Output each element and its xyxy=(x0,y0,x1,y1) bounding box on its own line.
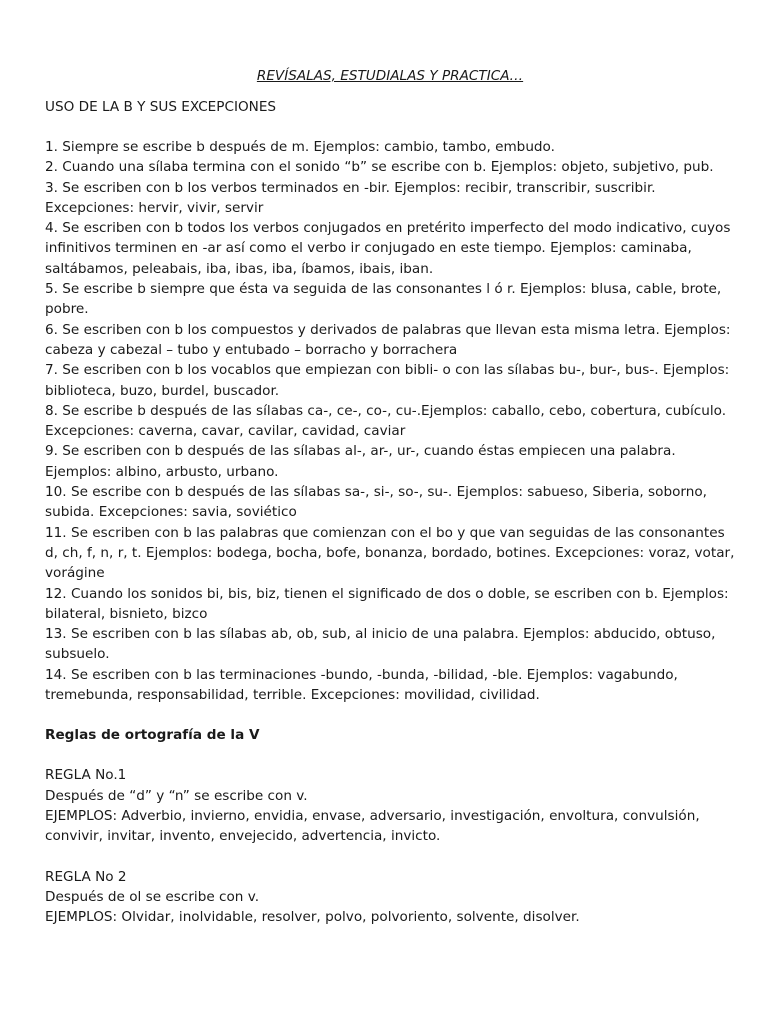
rule-item: 13. Se escriben con b las sílabas ab, ob, sub, al inicio de una palabra. Ejemplos: abducido, obtuso, subsuelo. xyxy=(45,626,716,663)
rule-item: 14. Se escriben con b las terminaciones -bundo, -bunda, -bilidad, -ble. Ejemplos: vagabundo, tremebunda, responsabilidad, terrible. Excepciones: movilidad, civilidad. xyxy=(45,666,678,704)
rule-label: REGLA No.1 xyxy=(45,767,127,784)
rule-item: 12. Cuando los sonidos bi, bis, biz, tienen el significado de dos o doble, se escriben con b. Ejemplos: bilateral, bisnieto, bizco xyxy=(45,585,729,622)
section-b-rules xyxy=(45,137,735,705)
rule-item: 8. Se escribe b después de las sílabas ca-, ce-, co-, cu-.Ejemplos: caballo, cebo, cobertura, cubículo. Excepciones: caverna, cavar, cavilar, cavidad, caviar xyxy=(45,402,727,440)
rule-examples: EJEMPLOS: Adverbio, invierno, envidia, envase, adversario, investigación, envoltura, convulsión, convivir, invitar, invento, envejecido, advertencia, invicto. xyxy=(45,807,700,845)
document-title: REVÍSALAS, ESTUDIALAS Y PRACTICA… xyxy=(256,68,524,84)
rule-statement: Después de “d” y “n” se escribe con v. xyxy=(45,787,308,804)
rule-item: 7. Se escriben con b los vocablos que empiezan con bibli- o con las sílabas bu-, bur-, bus-. Ejemplos: biblioteca, buzo, burdel, buscador. xyxy=(45,362,730,399)
rule-item: 3. Se escriben con b los verbos terminados en -bir. Ejemplos: recibir, transcribir, suscribir. Excepciones: hervir, vivir, servir xyxy=(45,179,656,216)
rule-item: 1. Siempre se escribe b después de m. Ejemplos: cambio, tambo, embudo. xyxy=(45,139,555,155)
rule-item: 5. Se escribe b siempre que ésta va seguida de las consonantes l ó r. Ejemplos: blusa, cable, brote, pobre. xyxy=(45,281,722,318)
rule-statement: Después de ol se escribe con v. xyxy=(45,888,260,905)
rule-item: 11. Se escriben con b las palabras que comienzan con el bo y que van seguidas de las consonantes d, ch, f, n, r, t. Ejemplos: bodega, bocha, bofe, bonanza, bordado, botines. Excepciones: voraz, votar, vorágine xyxy=(45,524,735,582)
section-v-heading: Reglas de ortografía de la V xyxy=(45,727,260,744)
rule-item: 4. Se escriben con b todos los verbos conjugados en pretérito imperfecto del modo indicativo, cuyos infinitivos terminen en -ar así como el verbo ir conjugado en este tiempo. Ejemplos: caminaba, saltábamos, peleabais, iba, ibas, iba, íbamos, ibais, iban. xyxy=(45,220,731,277)
rule-item: 6. Se escriben con b los compuestos y derivados de palabras que llevan esta misma letra. Ejemplos: cabeza y cabezal – tubo y entubado – borracho y borrachera xyxy=(45,321,731,358)
section-b-heading: USO DE LA B Y SUS EXCEPCIONES xyxy=(45,99,277,115)
rule-item: 2. Cuando una sílaba termina con el sonido “b” se escribe con b. Ejemplos: objeto, subjetivo, pub. xyxy=(45,159,714,176)
rule-examples: EJEMPLOS: Olvidar, inolvidable, resolver, polvo, polvoriento, solvente, disolver. xyxy=(45,909,580,926)
rule-item: 9. Se escriben con b después de las sílabas al-, ar-, ur-, cuando éstas empiecen una palabra. Ejemplos: albino, arbusto, urbano. xyxy=(45,443,676,480)
rule-label: REGLA No 2 xyxy=(45,868,127,885)
rule-block-2 xyxy=(45,867,735,928)
rule-item: 10. Se escribe con b después de las sílabas sa-, si-, so-, su-. Ejemplos: sabueso, Siberia, soborno, subida. Excepciones: savia, soviético xyxy=(45,484,707,521)
rule-block-1 xyxy=(45,765,735,846)
document-page xyxy=(45,66,735,947)
